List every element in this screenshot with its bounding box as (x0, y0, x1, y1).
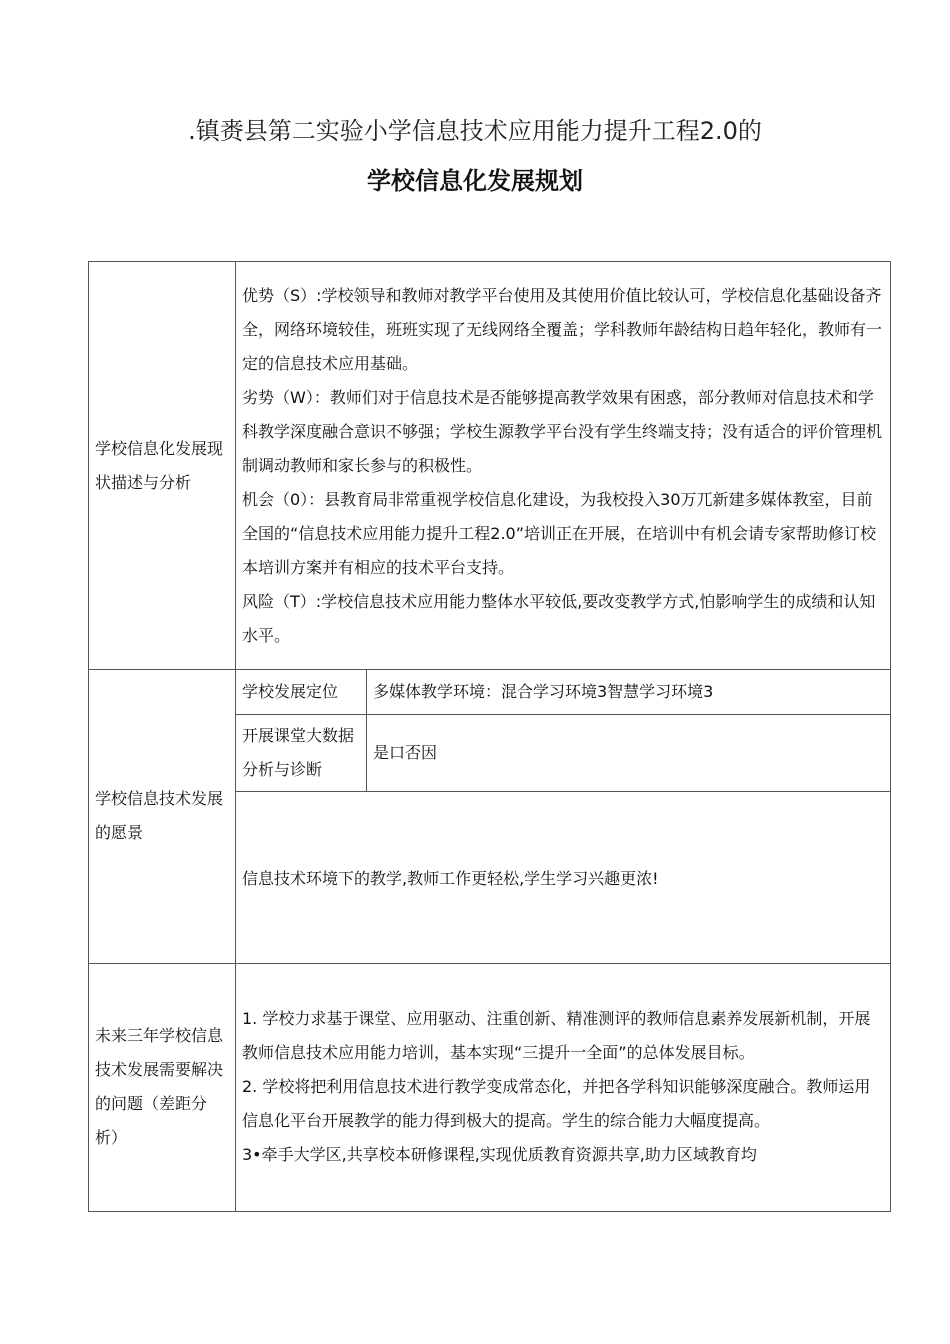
positioning-row (236, 670, 890, 714)
vision-label: 学校信息技术发展的愿景 (89, 670, 236, 964)
gap-label: 未来三年学校信息技术发展需要解决的问题（差距分析） (89, 963, 236, 1211)
vision-row (89, 670, 891, 964)
status-content (236, 262, 891, 670)
bigdata-key: 开展课堂大数据分析与诊断 (236, 714, 367, 791)
threat-paragraph: 风险（T）:学校信息技术应用能力整体水平较低,要改变教学方式,怕影响学生的成绩和认知水平。 (242, 591, 876, 645)
status-label: 学校信息化发展现状描述与分析 (89, 262, 236, 670)
gap-item-1: 1. 学校力求基于课堂、应用驱动、注重创新、精准测评的教师信息素养发展新机制，开展教师信息技术应用能力培训，基本实现“三提升一全面”的总体发展目标。 (242, 1009, 871, 1062)
gap-row (89, 963, 891, 1211)
planning-table (88, 261, 891, 1212)
strength-paragraph: 优势（S）:学校领导和教师对教学平台使用及其使用价值比较认可，学校信息化基础设备齐全，网络环境较佳，班班实现了无线网络全覆盖；学科教师年龄结构日趋年轻化，教师有一定的信息技术应用基础。 (242, 285, 883, 373)
gap-item-2: 2. 学校将把利用信息技术进行教学变成常态化，并把各学科知识能够深度融合。教师运用信息化平台开展教学的能力得到极大的提高。学生的综合能力大幅度提高。 (242, 1077, 871, 1130)
vision-statement: 信息技术环境下的教学,教师工作更轻松,学生学习兴趣更浓! (242, 868, 659, 888)
status-row (89, 262, 891, 670)
document-title-line2: 学校信息化发展规划 (367, 167, 583, 195)
weakness-paragraph: 劣势（W）：教师们对于信息技术是否能够提高教学效果有困惑，部分教师对信息技术和学科教学深度融合意识不够强；学校生源教学平台没有学生终端支持；没有适合的评价管理机制调动教师和家长参与的积极性。 (242, 387, 883, 475)
positioning-value: 多媒体教学环境：混合学习环境3智慧学习环境3 (367, 670, 891, 714)
vision-content (236, 670, 891, 964)
vision-statement-cell (236, 792, 890, 963)
gap-item-3: 3•牵手大学区,共享校本研修课程,实现优质教育资源共享,助力区域教育均 (242, 1145, 757, 1164)
bigdata-value: 是口否因 (367, 714, 891, 791)
bigdata-row (236, 714, 890, 791)
opportunity-paragraph: 机会（0）：县教育局非常重视学校信息化建设，为我校投入30万兀新建多媒体教室，目前全国的“信息技术应用能力提升工程2.0”培训正在开展，在培训中有机会请专家帮助修订校本培训方案并有相应的技术平台支持。 (242, 489, 877, 577)
vision-inner-table (236, 670, 890, 792)
gap-content (236, 963, 891, 1211)
positioning-key: 学校发展定位 (236, 670, 367, 714)
document-title-line1: .镇赉县第二实验小学信息技术应用能力提升工程2.0的 (188, 117, 762, 145)
